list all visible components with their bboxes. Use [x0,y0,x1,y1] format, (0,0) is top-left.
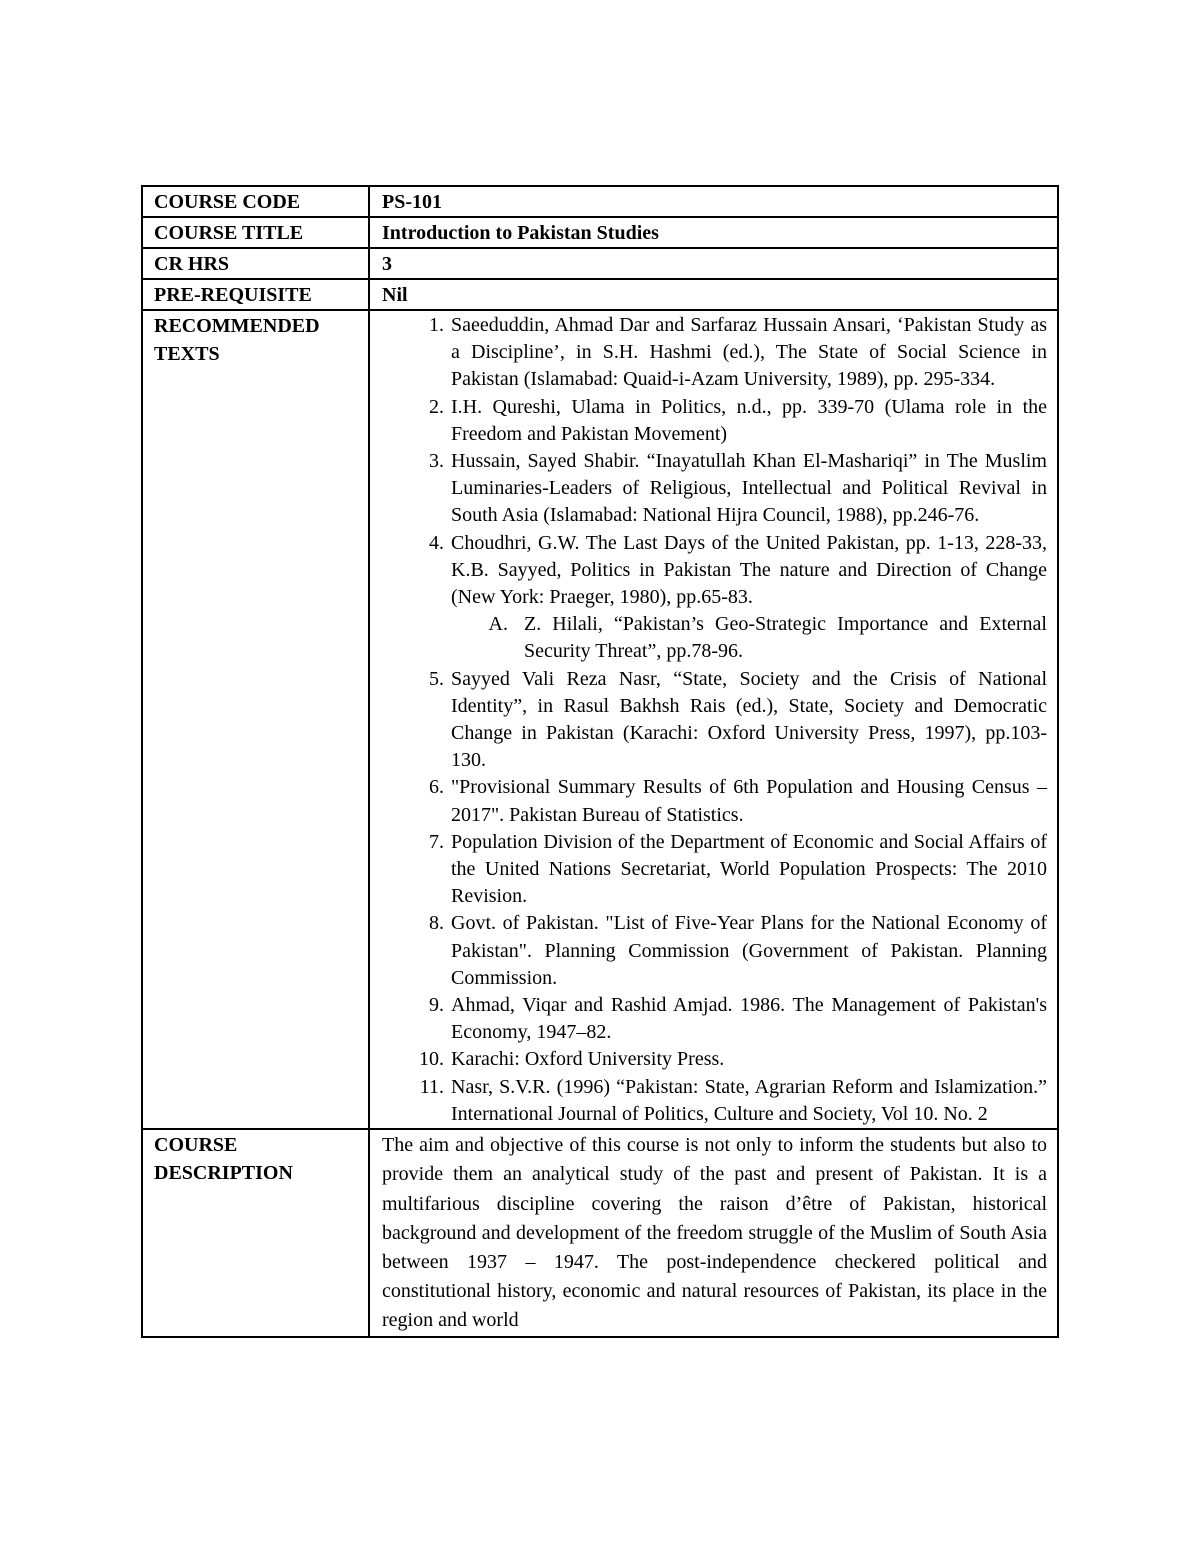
course-description-text: The aim and objective of this course is not only to inform the students but also to provide them an analytical study of the past and present of Pakistan. It is a multifarious discipline covering the raison d’être of Pakistan, historical background and development of the freedom struggle of the Muslim of South Asia between 1937 – 1947. The post-independence checkered political and constitutional history, economic and natural resources of Pakistan, its place in the region and world [369,1129,1058,1336]
reference-number: 8. [429,912,444,935]
reference-text: Saeeduddin, Ahmad Dar and Sarfaraz Hussain Ansari, ‘Pakistan Study as a Discipline’, in S.H. Hashmi (ed.), The State of Social Science in Pakistan (Islamabad: Quaid-i-Azam University, 1989), pp. 295-334. [451,314,1047,391]
reference-item [382,992,1047,1046]
reference-text: Nasr, S.V.R. (1996) “Pakistan: State, Agrarian Reform and Islamization.” International Journal of Politics, Culture and Society, Vol 10. No. 2 [451,1075,1047,1125]
reference-number: 11. [419,1075,444,1098]
reference-list [382,312,1047,1128]
reference-number: 2. [429,395,444,418]
reference-number: 5. [429,667,444,690]
reference-item [382,530,1047,612]
row-recommended-texts [142,310,1058,1129]
reference-text: Population Division of the Department of Economic and Social Affairs of the United Nations Secretariat, World Population Prospects: The 2010 Revision. [451,830,1047,908]
reference-text: Choudhri, G.W. The Last Days of the United Pakistan, pp. 1-13, 228-33, K.B. Sayyed, Politics in Pakistan The nature and Direction of Change (New York: Praeger, 1980), pp.65-83. [451,531,1047,609]
reference-item [382,312,1047,394]
course-description-label: COURSE DESCRIPTION [142,1129,369,1336]
course-title-label: COURSE TITLE [142,217,369,248]
reference-item [382,1074,1047,1128]
reference-text: "Provisional Summary Results of 6th Population and Housing Census – 2017". Pakistan Bureau of Statistics. [451,776,1047,826]
reference-text: Sayyed Vali Reza Nasr, “State, Society and the Crisis of National Identity”, in Rasul Bakhsh Rais (ed.), State, Society and Democratic Change in Pakistan (Karachi: Oxford University Press, 1997), pp.103-130. [451,667,1047,772]
reference-text: Z. Hilali, “Pakistan’s Geo-Strategic Importance and External Security Threat”, pp.78-96. [524,613,1047,663]
cr-hrs-label: CR HRS [142,248,369,279]
row-cr-hrs [142,248,1058,279]
reference-text: I.H. Qureshi, Ulama in Politics, n.d., pp. 339-70 (Ulama role in the Freedom and Pakistan Movement) [451,395,1047,445]
course-title-value: Introduction to Pakistan Studies [369,217,1058,248]
reference-item [382,611,1047,665]
reference-item [382,774,1047,828]
row-prerequisite [142,279,1058,310]
reference-text: Govt. of Pakistan. "List of Five-Year Plans for the National Economy of Pakistan". Planning Commission (Government of Pakistan. Planning Commission. [451,912,1047,989]
reference-item [382,829,1047,911]
reference-number: 4. [429,531,444,554]
course-code-label: COURSE CODE [142,186,369,217]
reference-item [382,448,1047,530]
course-table [141,185,1059,1338]
reference-item [382,394,1047,448]
row-course-title [142,217,1058,248]
row-course-code [142,186,1058,217]
reference-number: 3. [429,450,444,473]
reference-number: 10. [419,1048,444,1071]
cr-hrs-value: 3 [369,248,1058,279]
course-code-value: PS-101 [369,186,1058,217]
reference-text: Karachi: Oxford University Press. [451,1048,725,1071]
prerequisite-value: Nil [369,279,1058,310]
row-course-description [142,1129,1058,1336]
prerequisite-label: PRE-REQUISITE [142,279,369,310]
reference-item [382,1046,1047,1073]
reference-text: Ahmad, Viqar and Rashid Amjad. 1986. The Management of Pakistan's Economy, 1947–82. [451,994,1047,1044]
reference-number: 9. [429,994,444,1017]
reference-number: 6. [429,776,444,799]
recommended-texts-label: RECOMMENDED TEXTS [142,310,369,1129]
reference-number: A. [488,613,508,636]
reference-item [382,666,1047,775]
reference-number: 1. [429,314,444,336]
recommended-texts-cell [369,310,1058,1129]
reference-item [382,910,1047,992]
reference-number: 7. [429,830,444,853]
reference-text: Hussain, Sayed Shabir. “Inayatullah Khan El-Mashariqi” in The Muslim Luminaries-Leaders of Religious, Intellectual and Political Revival in South Asia (Islamabad: National Hijra Council, 1988), pp.246-76. [451,450,1047,527]
